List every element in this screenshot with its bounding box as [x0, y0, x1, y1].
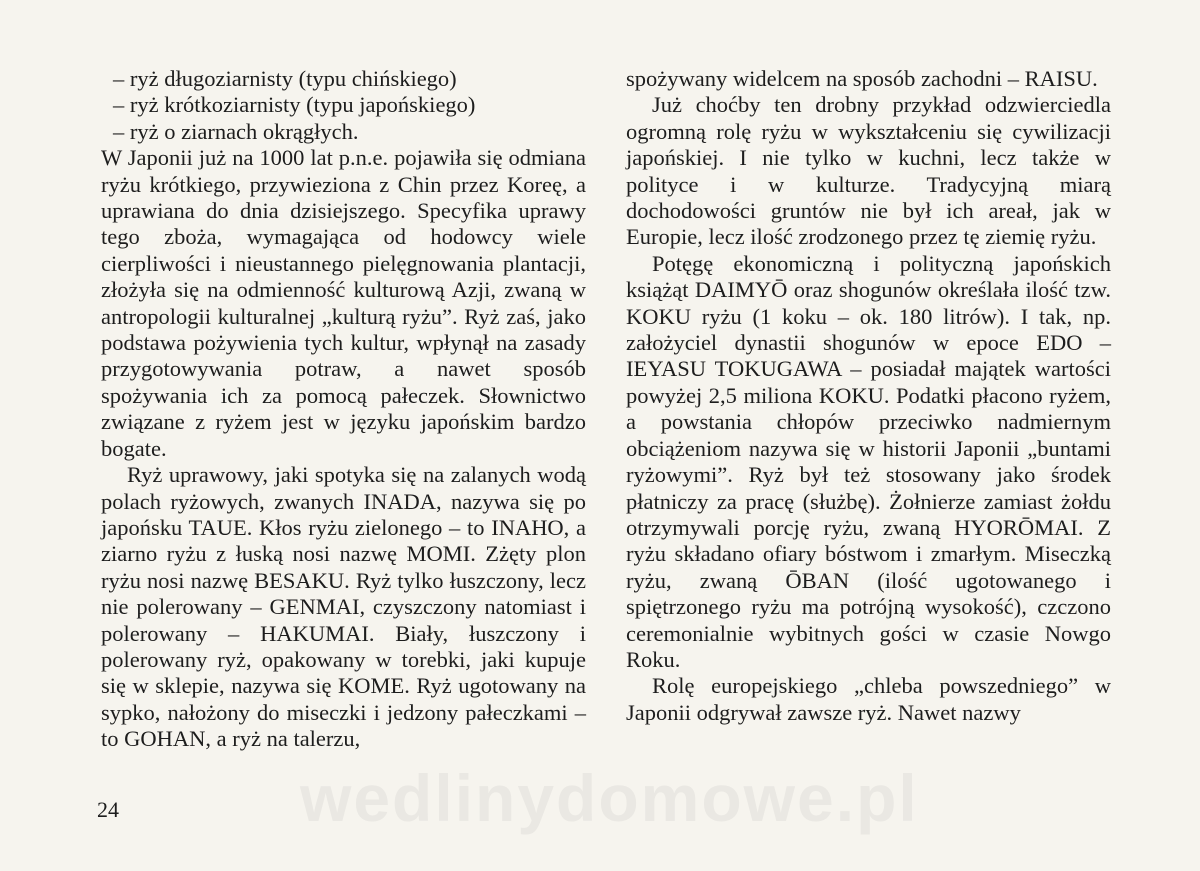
- page-number: 24: [97, 797, 119, 822]
- paragraph: Ryż uprawowy, jaki spotyka się na zalanych wodą polach ryżowych, zwanych INADA, nazywa się po japońsku TAUE. Kłos ryżu zielonego – to INAHO, a ziarno ryżu z łuską nosi nazwę MOMI. Zżęty plon ryżu nosi nazwę BESAKU. Ryż tylko łuszczony, lecz nie polerowany – GENMAI, czyszczony natomiast i polerowany – HAKUMAI. Biały, łuszczony i polerowany ryż, opakowany w torebki, jaki kupuje się w sklepie, nazywa się KOME. Ryż ugotowany na sypko, nałożony do miseczki i jedzony pałeczkami – to GOHAN, a ryż na talerzu,: [101, 462, 586, 752]
- list-item: – ryż długoziarnisty (typu chińskiego): [113, 66, 457, 91]
- paragraph-continuation: spożywany widelcem na sposób zachodni – RAISU.: [626, 66, 1098, 91]
- left-column: [101, 66, 586, 753]
- paragraph: Już choćby ten drobny przykład odzwierciedla ogromną rolę ryżu w wykształceniu się cywilizacji japońskiej. I nie tylko w kuchni, lecz także w polityce i w kulturze. Tradycyjną miarą dochodowości gruntów nie był ich areał, jak w Europie, lecz ilość zrodzonego przez tę ziemię ryżu.: [626, 92, 1111, 250]
- list-item: – ryż o ziarnach okrągłych.: [113, 118, 359, 144]
- watermark: wedlinydomowe.pl: [300, 761, 919, 835]
- list-item: – ryż krótkoziarnisty (typu japońskiego): [113, 92, 476, 118]
- right-column: [626, 66, 1111, 726]
- paragraph: Rolę europejskiego „chleba powszedniego” w Japonii odgrywał zawsze ryż. Nawet nazwy: [626, 673, 1111, 725]
- paragraph: Potęgę ekonomiczną i polityczną japońskich książąt DAIMYŌ oraz shogunów określała ilość tzw. KOKU ryżu (1 koku – ok. 180 litrów). I tak, np. założyciel dynastii shogunów w epoce EDO – IEYASU TOKUGAWA – posiadał majątek wartości powyżej 2,5 miliona KOKU. Podatki płacono ryżem, a powstania chłopów przeciwko nadmiernym obciążeniom nazywa się w historii Japonii „buntami ryżowymi”. Ryż był też stosowany jako środek płatniczy za pracę (służbę). Żołnierze zamiast żołdu otrzymywali porcję ryżu, zwaną HYORŌMAI. Z ryżu składano ofiary bóstwom i zmarłym. Miseczką ryżu, zwaną ŌBAN (ilość ugotowanego i spiętrzonego ryżu ma potrójną wysokość), czczono ceremonialnie wybitnych gości w czasie Nowgo Roku.: [626, 250, 1111, 672]
- paragraph: W Japonii już na 1000 lat p.n.e. pojawiła się odmiana ryżu krótkiego, przywieziona z Chin przez Koreę, a uprawiana do dnia dzisiejszego. Specyfika uprawy tego zboża, wymagająca od hodowcy wiele cierpliwości i nieustannego pielęgnowania plantacji, złożyła się na odmienność kulturową Azji, zwaną w antropologii kulturalnej „kulturą ryżu”. Ryż zaś, jako podstawa pożywienia tych kultur, wpłynął na zasady przygotowywania potraw, a nawet sposób spożywania ich za pomocą pałeczek. Słownictwo związane z ryżem jest w języku japońskim bardzo bogate.: [101, 145, 586, 461]
